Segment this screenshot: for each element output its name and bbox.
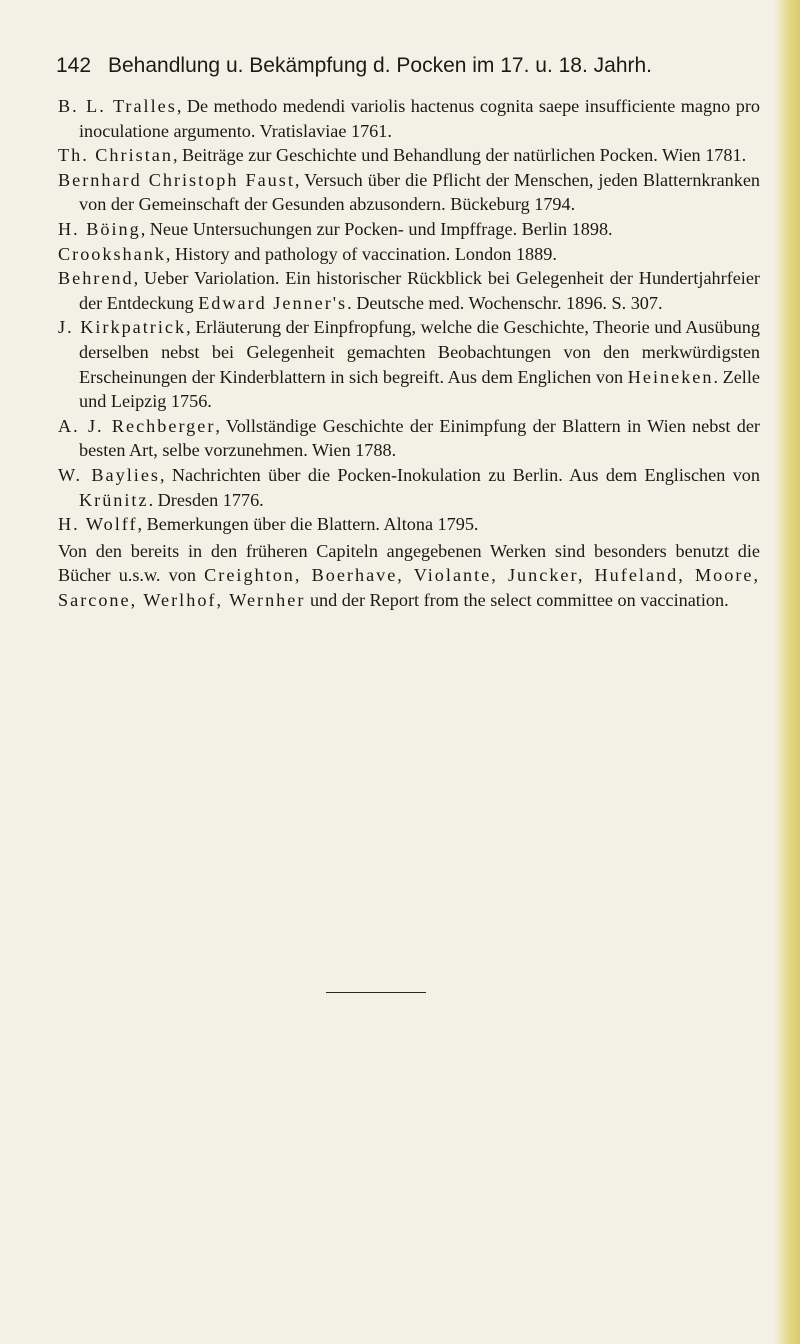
reference-author: J. Kirkpatrick — [58, 317, 187, 338]
reference-text: , Nachrichten über die Pocken-Inokulation zu Berlin. Aus dem Englischen von — [159, 464, 760, 485]
reference-text: , Bemerkungen über die Blattern. Altona 1795. — [137, 514, 479, 535]
reference-text: , Neue Untersuchungen zur Pocken- und Impffrage. Berlin 1898. — [140, 218, 613, 239]
reference-entry — [58, 168, 760, 217]
reference-text-tail: . Deutsche med. Wochenschr. 1896. S. 307. — [347, 292, 663, 313]
reference-spaced-name: Krünitz — [79, 489, 149, 510]
running-title: Behandlung u. Bekämpfung d. Pocken im 17. u. 18. Jahrh. — [108, 54, 653, 77]
reference-entry — [58, 463, 760, 512]
closing-paragraph — [58, 539, 760, 613]
reference-text-tail: . Dresden 1776. — [148, 489, 264, 510]
reference-entry — [58, 315, 760, 413]
page-edge-shadow — [774, 0, 800, 1344]
reference-author: W. Baylies — [58, 464, 160, 485]
reference-author: Crookshank — [58, 243, 166, 264]
reference-author: B. L. Tralles — [58, 96, 177, 116]
reference-text: , Versuch über die Pflicht der Menschen, jeden Blatternkranken von der Gemeinschaft der Gesunden abzusondern. Bückeburg 1794. — [79, 169, 760, 215]
reference-author: Th. Christan — [58, 145, 173, 166]
reference-text: , Ueber Variolation. Ein historischer Rückblick bei Gelegenheit der Hundertjahrfeier der Entdeckung — [79, 268, 760, 313]
reference-list — [58, 94, 760, 612]
page-number: 142 — [56, 54, 92, 77]
closing-lead: Von den bereits in den früheren Capiteln angegebenen Werken sind besonders benutzt die Bücher u.s.w. von — [58, 540, 760, 586]
reference-author: H. Wolff — [58, 514, 138, 535]
reference-text: , History and pathology of vaccination. London 1889. — [165, 243, 557, 264]
reference-spaced-name: Edward Jenner's — [198, 292, 348, 313]
reference-author: Behrend — [58, 268, 134, 289]
reference-text-tail: . Zelle und Leipzig 1756. — [79, 366, 760, 412]
closing-names: Creighton, Boerhave, Violante, Juncker, Hufeland, Moore, Sarcone, Werlhof, Wernher — [58, 565, 760, 610]
running-header — [56, 52, 756, 80]
reference-entry — [58, 414, 760, 463]
reference-entry — [58, 217, 760, 242]
reference-spaced-name: Heineken — [627, 366, 714, 387]
reference-entry — [58, 143, 760, 168]
reference-entry — [58, 266, 760, 315]
section-end-rule — [326, 992, 426, 993]
reference-author: H. Böing — [58, 218, 141, 239]
reference-entry — [58, 242, 760, 267]
reference-text: , Beiträge zur Geschichte und Behandlung der natürlichen Pocken. Wien 1781. — [172, 145, 747, 166]
reference-author: Bernhard Christoph Faust — [58, 169, 295, 190]
reference-text: , Vollständige Geschichte der Einimpfung der Blattern in Wien nebst der besten Art, selbe vorzunehmen. Wien 1788. — [79, 415, 760, 461]
reference-author: A. J. Rechberger — [58, 415, 216, 436]
reference-entry — [58, 512, 760, 537]
closing-tail: und der Report from the select committee on vaccination. — [305, 589, 729, 610]
reference-text: , De methodo medendi variolis hactenus cognita saepe insufficiente magno pro inoculatione argumento. Vratislaviae 1761. — [79, 96, 760, 141]
reference-entry — [58, 94, 760, 143]
reference-text: , Erläuterung der Einpfropfung, welche die Geschichte, Theorie und Ausübung derselben nebst bei Gelegenheit gemachten Beobachtungen von den merkwürdigsten Erscheinungen der Kinderblattern in sich begreift. Aus dem Englichen von — [79, 317, 760, 387]
